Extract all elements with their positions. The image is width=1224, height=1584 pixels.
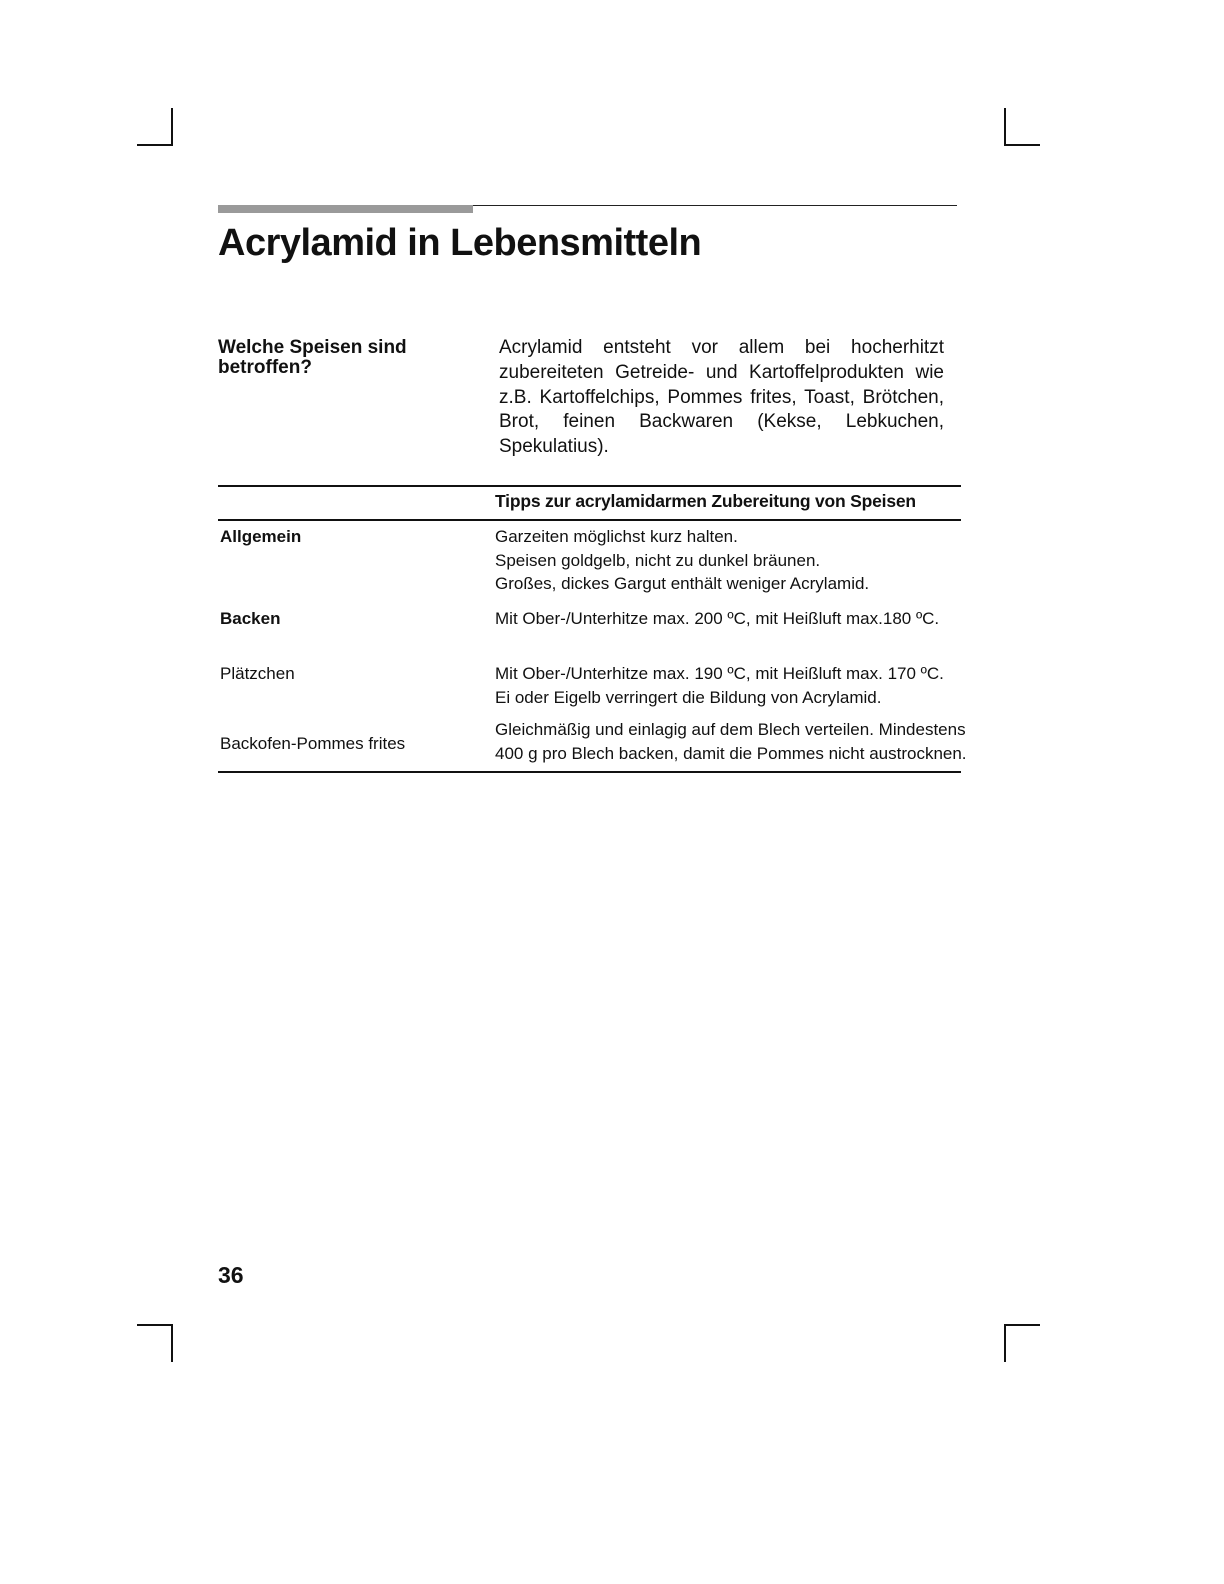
- crop-mark-top-right: [1004, 144, 1040, 146]
- row-line: Garzeiten möglichst kurz halten.: [495, 527, 738, 546]
- intro-text: Acrylamid entsteht vor allem bei hocherhitzt zubereiteten Getreide- und Kartoffelprodukten wie z.B. Kartoffelchips, Pommes frites, Toast, Brötchen, Brot, feinen Backwaren (Kekse, Lebkuchen, Spekulatius).: [499, 337, 944, 458]
- row-text: [495, 607, 961, 631]
- row-label: Backofen-Pommes frites: [220, 734, 406, 753]
- row-line: Mit Ober-/Unterhitze max. 190 ºC, mit Heißluft max. 170 ºC.: [495, 664, 944, 683]
- crop-mark-bottom-right: [1004, 1324, 1006, 1362]
- crop-mark-bottom-right: [1004, 1324, 1040, 1326]
- row-line: Großes, dickes Gargut enthält weniger Acrylamid.: [495, 574, 870, 593]
- crop-mark-top-right: [1004, 108, 1006, 146]
- row-label: Plätzchen: [220, 664, 295, 683]
- row-line: Speisen goldgelb, nicht zu dunkel bräunen.: [495, 550, 821, 570]
- row-label: Backen: [220, 609, 281, 628]
- row-text: [495, 662, 961, 709]
- row-label: Allgemein: [220, 527, 302, 546]
- section-rule: [473, 205, 957, 206]
- row-line: Gleichmäßig und einlagig auf dem Blech verteilen. Mindestens: [495, 720, 966, 739]
- table-bottom-rule: [218, 771, 961, 773]
- crop-mark-top-left: [137, 144, 173, 146]
- row-text: [495, 525, 961, 596]
- row-line: Mit Ober-/Unterhitze max. 200 ºC, mit Heißluft max.180 ºC.: [495, 609, 940, 628]
- table-header-rule: [218, 519, 961, 521]
- row-line: Ei oder Eigelb verringert die Bildung von Acrylamid.: [495, 687, 882, 707]
- page-title: Acrylamid in Lebensmitteln: [218, 222, 702, 264]
- table-top-rule: [218, 485, 961, 487]
- section-rule-accent: [218, 205, 473, 213]
- table-header: Tipps zur acrylamidarmen Zubereitung von Speisen: [495, 491, 916, 511]
- row-line: 400 g pro Blech backen, damit die Pommes nicht austrocknen.: [495, 743, 967, 763]
- crop-mark-top-left: [171, 108, 173, 146]
- page-number: 36: [218, 1262, 244, 1288]
- crop-mark-bottom-left: [137, 1324, 173, 1326]
- row-text: [495, 718, 967, 765]
- intro-label: Welche Speisen sind betroffen?: [218, 337, 407, 378]
- crop-mark-bottom-left: [171, 1324, 173, 1362]
